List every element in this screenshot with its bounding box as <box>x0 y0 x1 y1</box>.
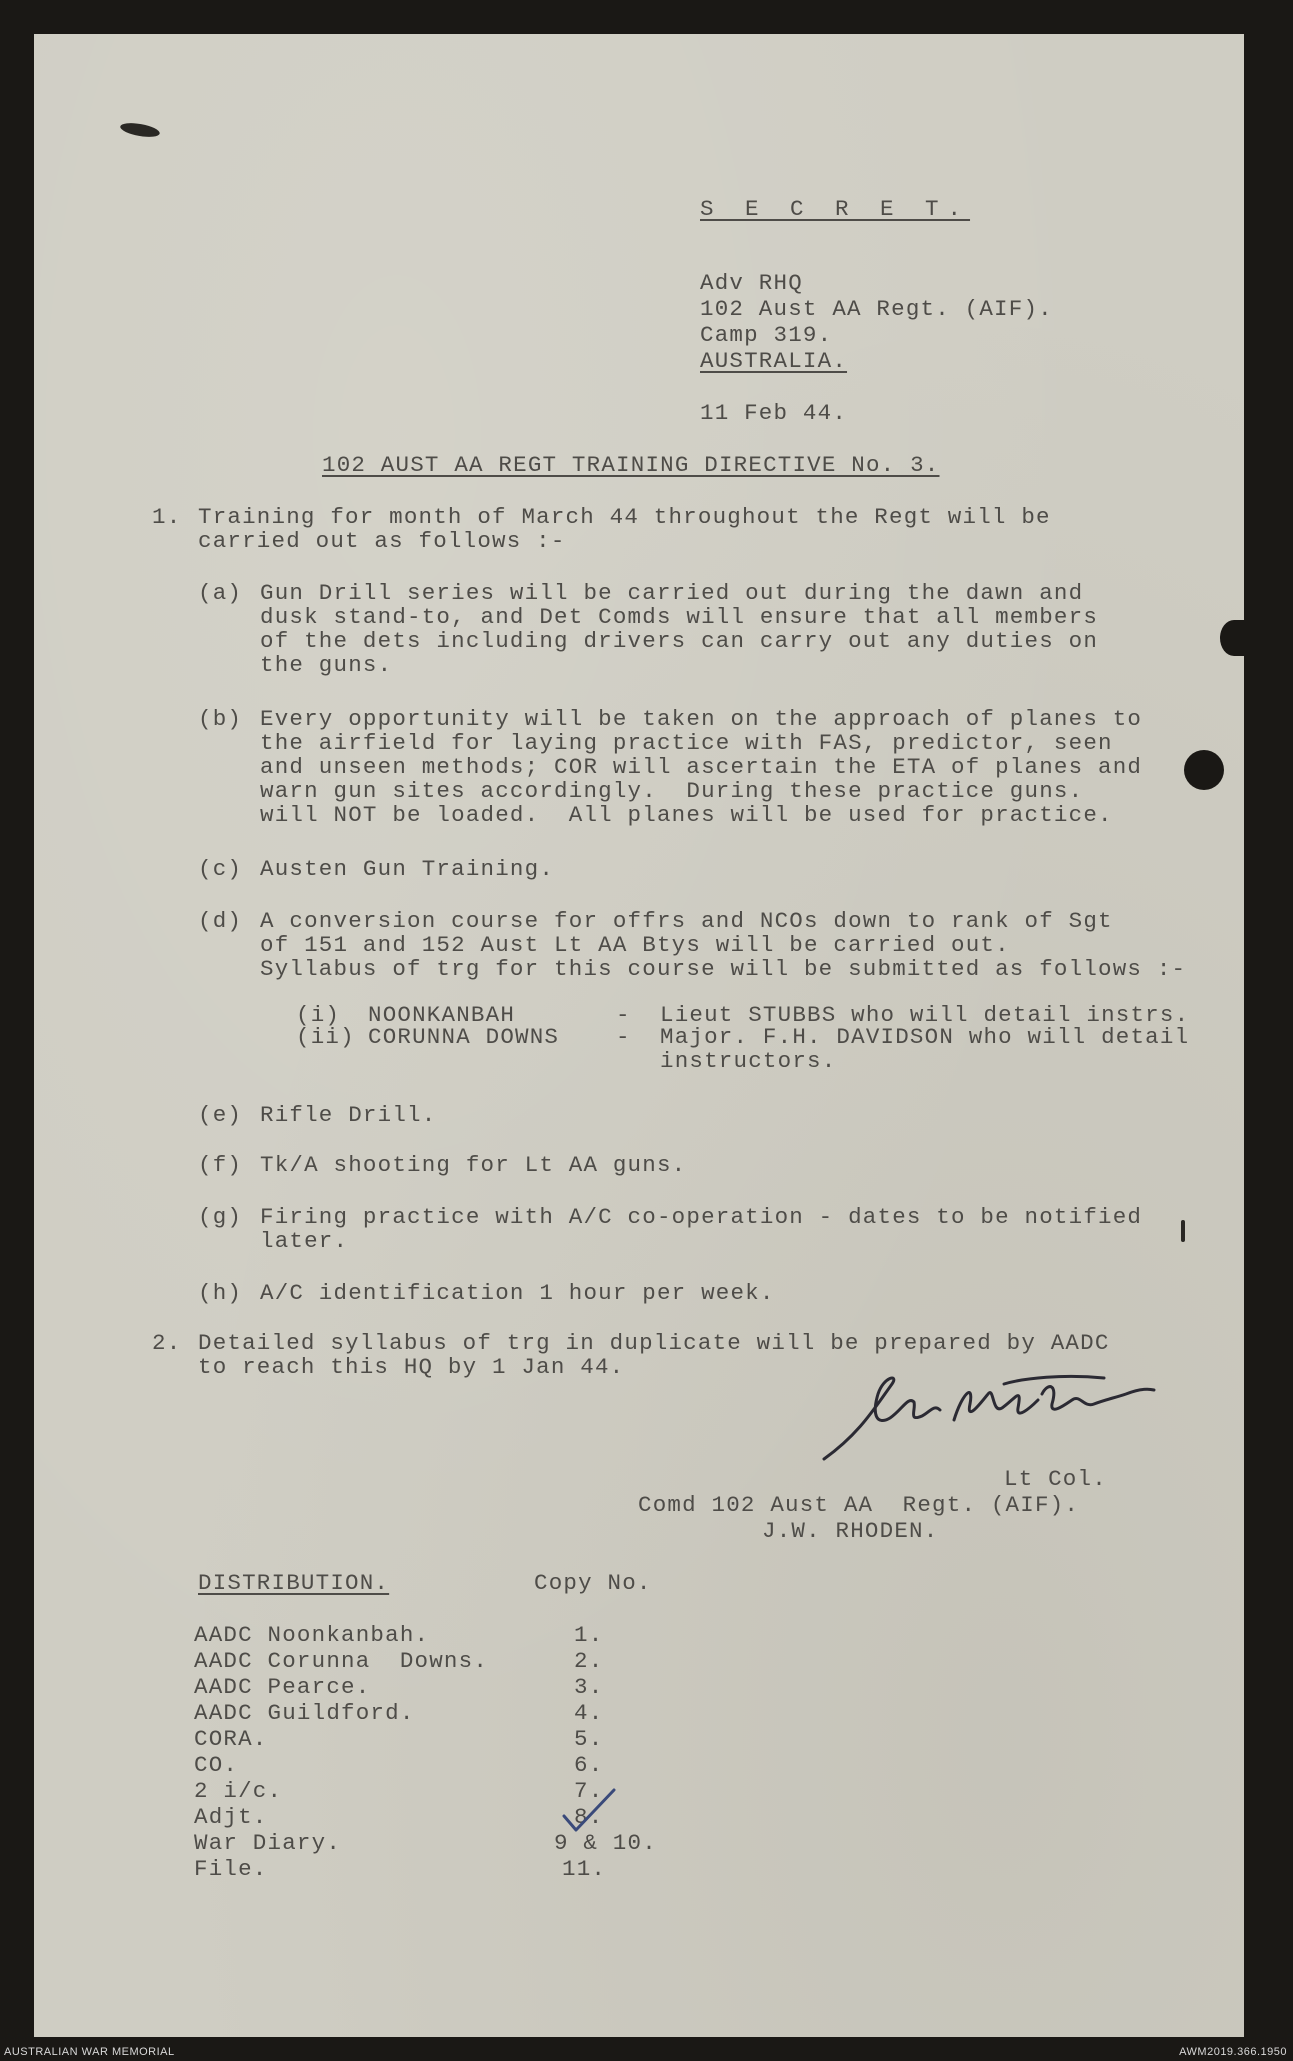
para-2-line: to reach this HQ by 1 Jan 44. <box>198 1354 625 1380</box>
item-label: (f) <box>198 1152 243 1178</box>
distribution-copy-number: 6. <box>574 1752 604 1778</box>
distribution-recipient: AADC Guildford. <box>194 1700 415 1726</box>
item-line: warn gun sites accordingly. During these practice guns. <box>260 778 1084 804</box>
punch-hole-lower <box>1184 750 1224 790</box>
document-date: 11 Feb 44. <box>700 400 848 426</box>
item-line: A/C identification 1 hour per week. <box>260 1280 775 1306</box>
item-label: (a) <box>198 580 243 606</box>
item-line: the airfield for laying practice with FAS, predictor, seen <box>260 730 1113 756</box>
item-line: later. <box>260 1228 349 1254</box>
item-line: A conversion course for offrs and NCOs down to rank of Sgt <box>260 908 1113 934</box>
item-line: dusk stand-to, and Det Comds will ensure that all members <box>260 604 1099 630</box>
item-line: Gun Drill series will be carried out during the dawn and <box>260 580 1084 606</box>
distribution-copy-number: 3. <box>574 1674 604 1700</box>
signatory-appointment: Comd 102 Aust AA Regt. (AIF). <box>638 1492 1080 1518</box>
sub-item-detail: Major. F.H. DAVIDSON who will detail <box>660 1024 1190 1050</box>
item-label: (e) <box>198 1102 243 1128</box>
item-label: (b) <box>198 706 243 732</box>
sub-item-detail: instructors. <box>660 1048 837 1074</box>
distribution-recipient: CORA. <box>194 1726 268 1752</box>
document-page <box>34 34 1244 2037</box>
para-1-line: Training for month of March 44 throughout the Regt will be <box>198 504 1051 530</box>
distribution-recipient: Adjt. <box>194 1804 268 1830</box>
distribution-recipient: AADC Corunna Downs. <box>194 1648 489 1674</box>
distribution-copy-number: 5. <box>574 1726 604 1752</box>
distribution-copy-number: 1. <box>574 1622 604 1648</box>
distribution-copy-number: 9 & 10. <box>554 1830 657 1856</box>
item-line: and unseen methods; COR will ascertain the ETA of planes and <box>260 754 1143 780</box>
distribution-recipient: War Diary. <box>194 1830 342 1856</box>
distribution-copy-number: 8. <box>574 1804 604 1830</box>
address-line-3: Camp 319. <box>700 322 833 348</box>
distribution-copy-number: 11. <box>562 1856 607 1882</box>
distribution-copy-number: 4. <box>574 1700 604 1726</box>
distribution-recipient: File. <box>194 1856 268 1882</box>
address-line-1: Adv RHQ <box>700 270 803 296</box>
handwritten-signature <box>804 1364 1164 1474</box>
copy-number-heading: Copy No. <box>534 1570 652 1596</box>
item-label: (d) <box>198 908 243 934</box>
handwritten-tick <box>560 1786 620 1836</box>
item-line: the guns. <box>260 652 393 678</box>
footer-accession-number: AWM2019.366.1950 <box>1179 2046 1287 2058</box>
address-line-2: 102 Aust AA Regt. (AIF). <box>700 296 1053 322</box>
para-1-line: carried out as follows :- <box>198 528 566 554</box>
item-line: Tk/A shooting for Lt AA guns. <box>260 1152 687 1178</box>
address-line-4: AUSTRALIA. <box>700 348 848 374</box>
sub-item-dash: - <box>616 1024 631 1050</box>
item-line: Firing practice with A/C co-operation - dates to be notified <box>260 1204 1143 1230</box>
para-2-line: Detailed syllabus of trg in duplicate will be prepared by AADC <box>198 1330 1110 1356</box>
item-label: (h) <box>198 1280 243 1306</box>
item-line: of 151 and 152 Aust Lt AA Btys will be carried out. <box>260 932 1010 958</box>
item-line: Austen Gun Training. <box>260 856 555 882</box>
document-title: 102 AUST AA REGT TRAINING DIRECTIVE No. 3. <box>322 452 940 478</box>
item-line: will NOT be loaded. All planes will be used for practice. <box>260 802 1113 828</box>
sub-item-label: (i) <box>296 1002 341 1028</box>
sub-item-place: CORUNNA DOWNS <box>368 1024 560 1050</box>
item-line: Syllabus of trg for this course will be submitted as follows :- <box>260 956 1187 982</box>
distribution-heading: DISTRIBUTION. <box>198 1570 390 1596</box>
sub-item-label: (ii) <box>296 1024 355 1050</box>
ink-smudge <box>119 121 160 140</box>
para-1-number: 1. <box>152 504 182 530</box>
punch-hole-upper <box>1220 620 1248 656</box>
classification-marking: S E C R E T. <box>700 196 971 222</box>
distribution-recipient: CO. <box>194 1752 239 1778</box>
sub-item-dash: - <box>616 1002 631 1028</box>
para-2-number: 2. <box>152 1330 182 1356</box>
distribution-recipient: AADC Noonkanbah. <box>194 1622 430 1648</box>
signatory-rank: Lt Col. <box>1004 1466 1107 1492</box>
tear-mark <box>1181 1220 1185 1242</box>
sub-item-detail: Lieut STUBBS who will detail instrs. <box>660 1002 1190 1028</box>
item-line: Every opportunity will be taken on the approach of planes to <box>260 706 1143 732</box>
distribution-recipient: AADC Pearce. <box>194 1674 371 1700</box>
item-line: of the dets including drivers can carry out any duties on <box>260 628 1099 654</box>
distribution-recipient: 2 i/c. <box>194 1778 283 1804</box>
sub-item-place: NOONKANBAH <box>368 1002 516 1028</box>
distribution-copy-number: 7. <box>574 1778 604 1804</box>
item-label: (g) <box>198 1204 243 1230</box>
item-label: (c) <box>198 856 243 882</box>
distribution-copy-number: 2. <box>574 1648 604 1674</box>
footer-archive-name: AUSTRALIAN WAR MEMORIAL <box>4 2046 175 2058</box>
signatory-name: J.W. RHODEN. <box>762 1518 939 1544</box>
item-line: Rifle Drill. <box>260 1102 437 1128</box>
